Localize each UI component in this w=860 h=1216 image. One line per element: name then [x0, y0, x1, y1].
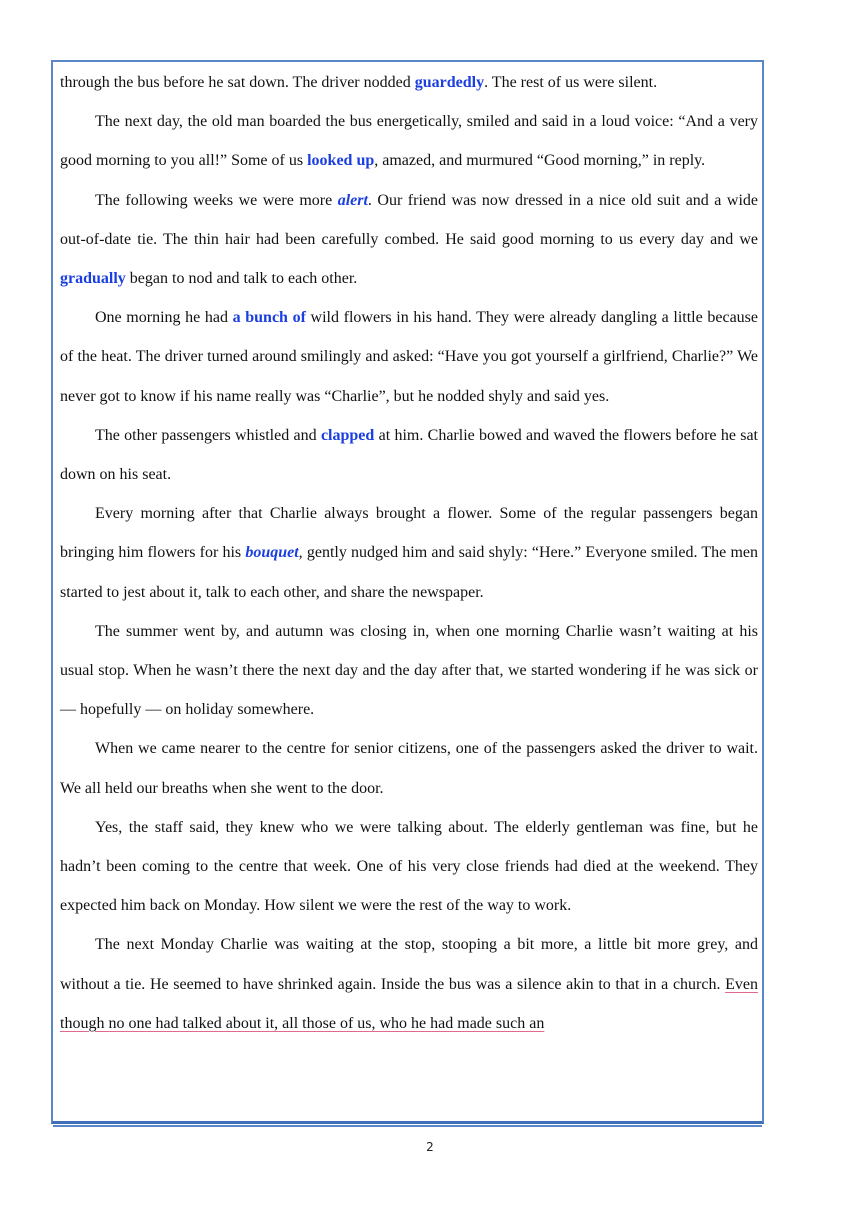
paragraph	[60, 416, 758, 494]
paragraph-text: began to nod and talk to each other.	[125, 270, 358, 288]
paragraph-text: The next Monday Charlie was waiting at the stop, stooping a bit more, a little bit more grey, and without a tie. He seemed to have shrinked again. Inside the bus was a silence akin to that in a church.	[60, 936, 758, 993]
underlined-sentence: Even though no one had talked about it, all those of us, who he had made such an	[60, 975, 758, 1032]
highlighted-vocabulary: looked up	[307, 152, 375, 170]
paragraph	[60, 63, 758, 102]
highlighted-vocabulary: bouquet	[245, 544, 299, 562]
paragraph-text: One morning he had	[95, 309, 233, 327]
paragraph	[60, 181, 758, 299]
paragraph	[60, 612, 758, 730]
paragraph	[60, 494, 758, 612]
paragraph-text: When we came nearer to the centre for senior citizens, one of the passengers asked the driver to wait. We all held our breaths when she went to the door.	[60, 740, 758, 797]
paragraph-text: The other passengers whistled and	[95, 426, 321, 444]
highlighted-vocabulary: guardedly	[414, 74, 485, 91]
paragraph-text: at him. Charlie bowed and waved the flowers before he sat down on his seat.	[60, 426, 758, 484]
paragraph-text: Yes, the staff said, they knew who we were talking about. The elderly gentleman was fine, but he hadn’t been coming to the centre that week. One of his very close friends had died at the weekend. They expected him back on Monday. How silent we were the rest of the way to work.	[60, 818, 758, 915]
paragraph-text: . The rest of us were silent.	[484, 74, 658, 91]
paragraph	[60, 298, 758, 416]
paragraph	[60, 925, 758, 1043]
paragraph-text: , amazed, and murmured “Good morning,” in reply.	[374, 152, 706, 170]
paragraph	[60, 729, 758, 807]
paragraph-text: Every morning after that Charlie always brought a flower. Some of the regular passengers began bringing him flowers for his	[60, 505, 758, 562]
paragraph-text: . Our friend was now dressed in a nice old suit and a wide out-of-date tie. The thin hair had been carefully combed. He said good morning to us every day and we	[60, 191, 758, 248]
paragraph-text: wild flowers in his hand. They were already dangling a little because of the heat. The driver turned around smilingly and asked: “Have you got yourself a girlfriend, Charlie?” We never got to know if his name really was “Charlie”, but he nodded shyly and said yes.	[60, 309, 759, 405]
paragraph-text: through the bus before he sat down. The driver nodded	[60, 74, 415, 91]
document-body	[60, 63, 758, 1043]
paragraph-text: The next day, the old man boarded the bus energetically, smiled and said in a loud voice: “And a very good morning to you all!” Some of us	[60, 113, 758, 170]
paragraph-text: The summer went by, and autumn was closing in, when one morning Charlie wasn’t waiting at his usual stop. When he wasn’t there the next day and the day after that, we started wondering if he was sick or — hopefully — on holiday somewhere.	[60, 622, 758, 719]
paragraph-text: The following weeks we were more	[95, 191, 338, 209]
highlighted-vocabulary: clapped	[320, 426, 375, 444]
paragraph	[60, 102, 758, 180]
paragraph-text: , gently nudged him and said shyly: “Here.” Everyone smiled. The men started to jest about it, talk to each other, and share the newspaper.	[60, 544, 759, 601]
highlighted-vocabulary: a bunch of	[232, 309, 306, 327]
page-number: 2	[426, 1140, 434, 1154]
highlighted-vocabulary: gradually	[60, 270, 126, 288]
paragraph	[60, 808, 758, 926]
highlighted-vocabulary: alert	[337, 191, 368, 209]
